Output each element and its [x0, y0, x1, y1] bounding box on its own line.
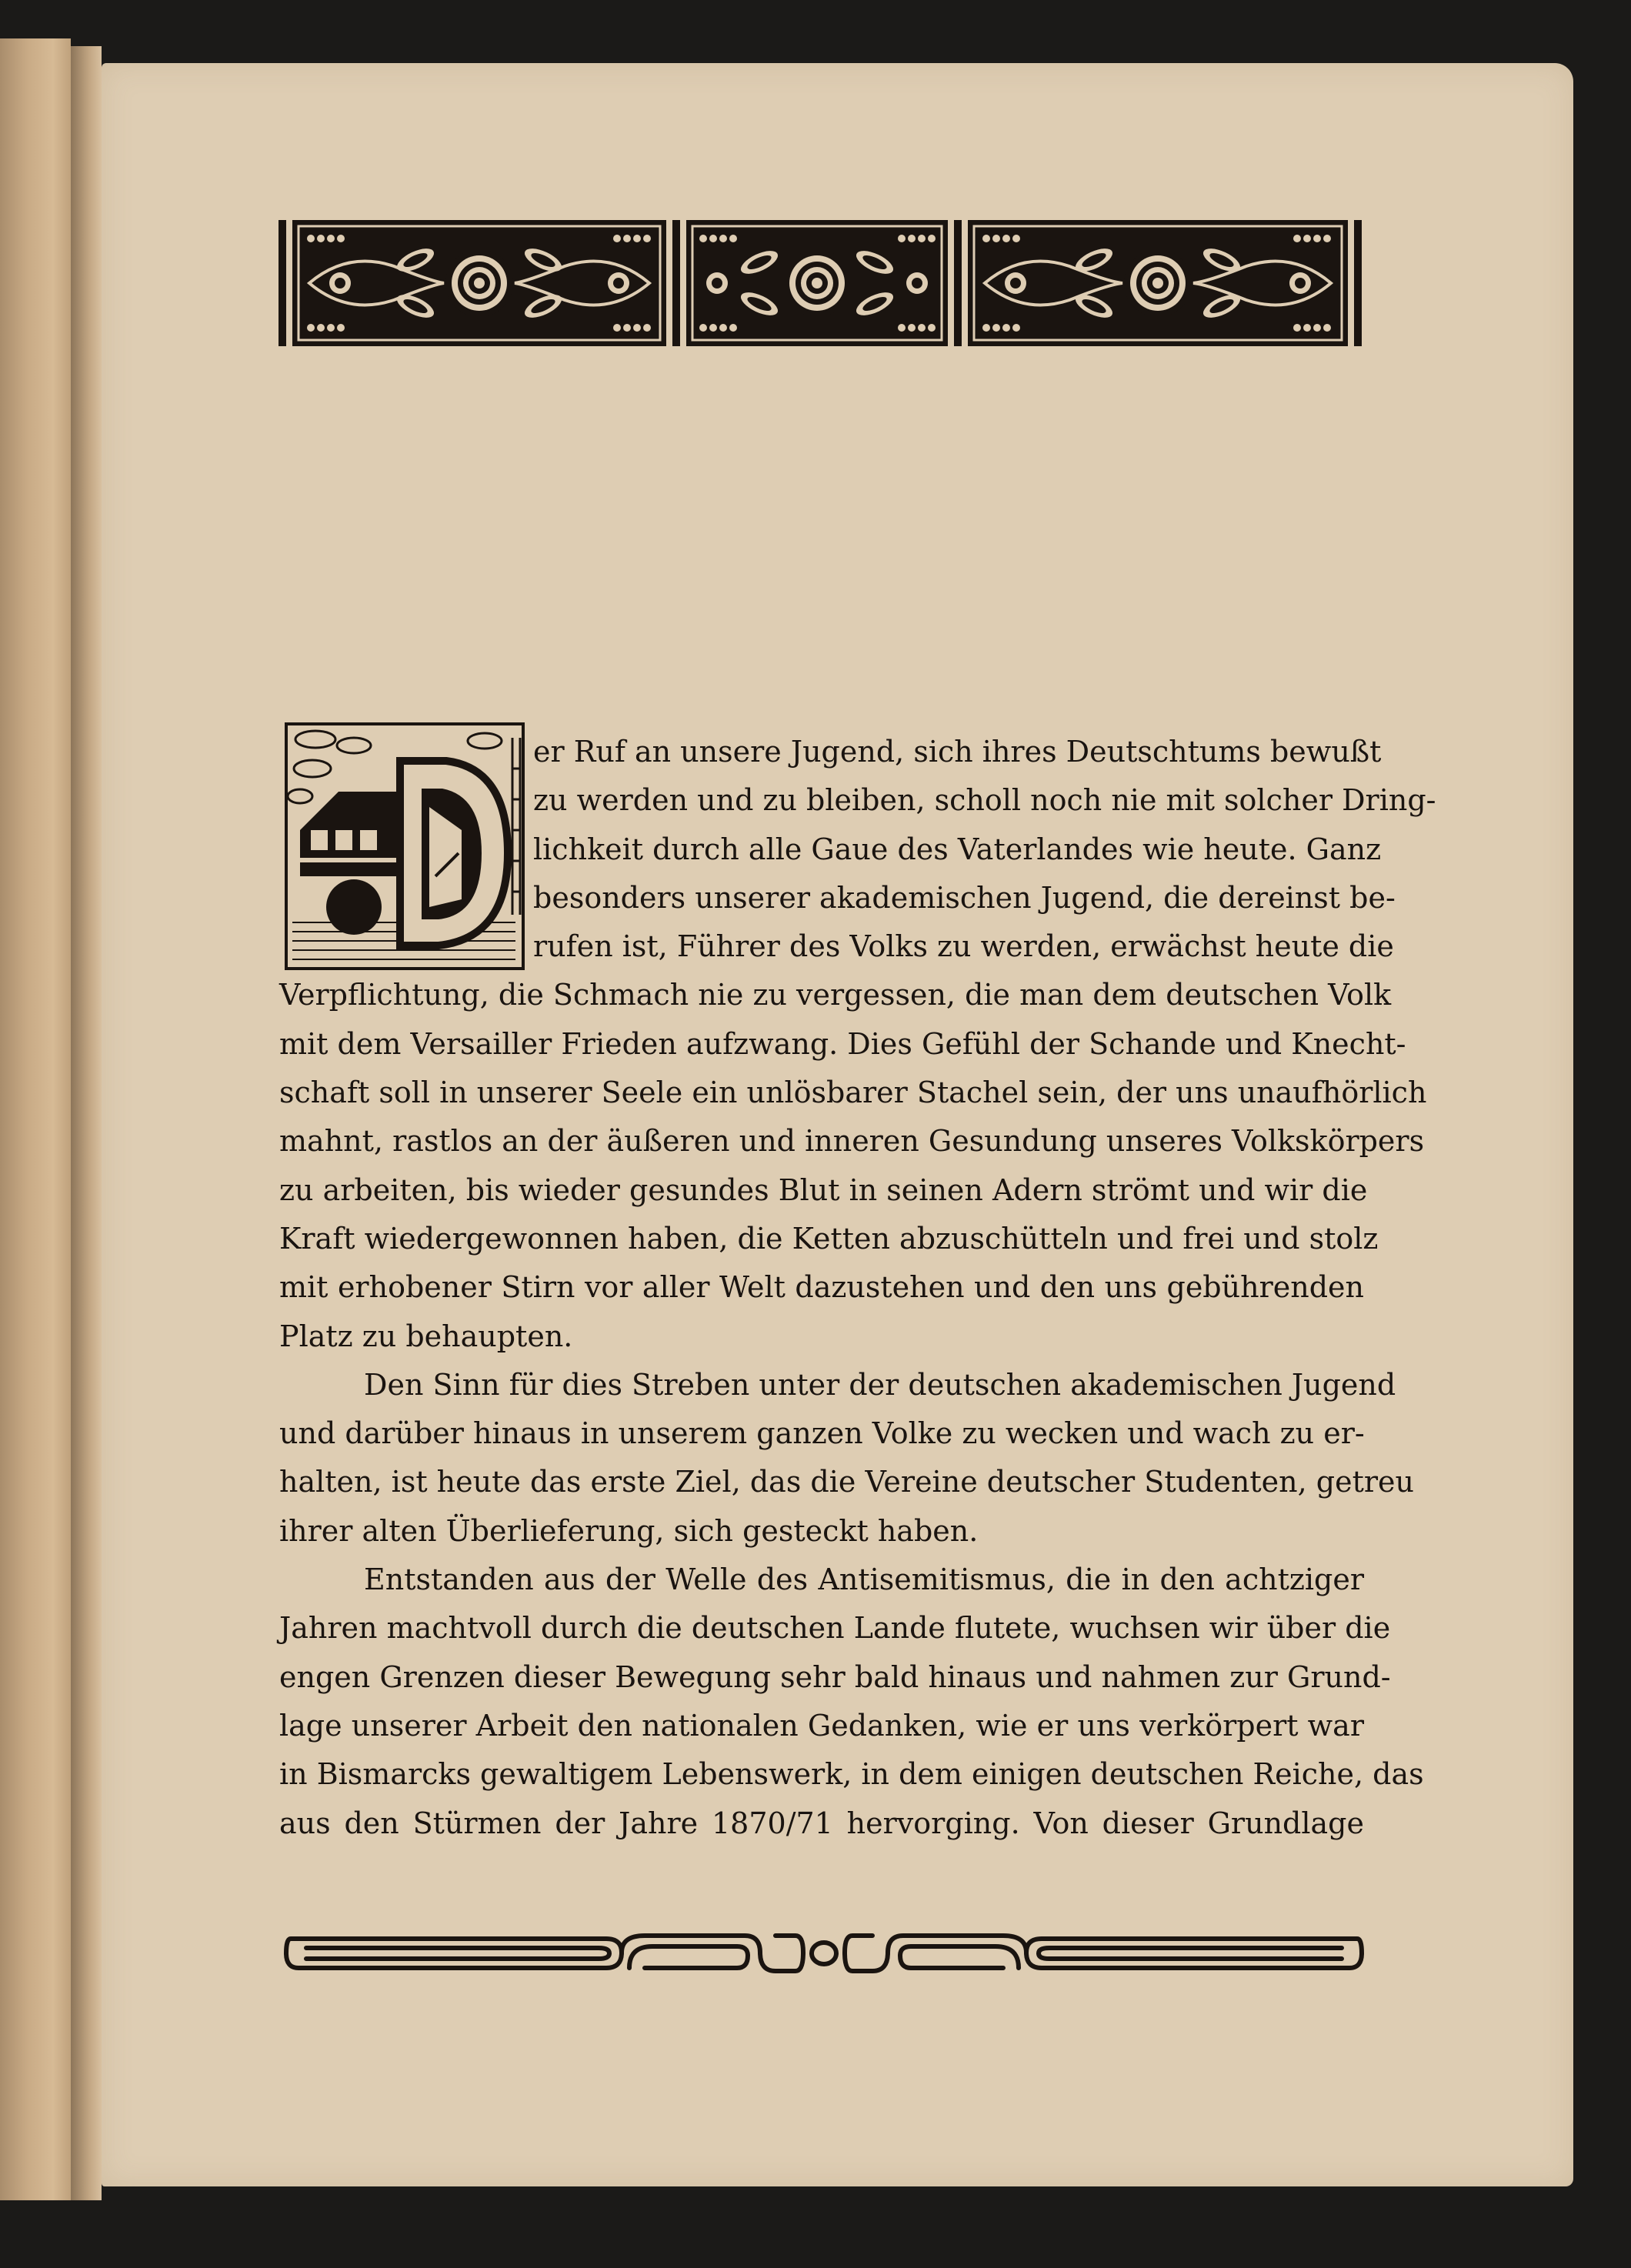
- text-line: aus den Stürmen der Jahre 1870/71 hervorging. Von dieser Grundlage: [279, 1806, 1364, 1840]
- text-line: in Bismarcks gewaltigem Lebenswerk, in dem einigen deutschen Reiche, das: [279, 1757, 1424, 1792]
- text-line: Platz zu behaupten.: [279, 1319, 573, 1353]
- text-line: zu arbeiten, bis wieder gesundes Blut in seinen Adern strömt und wir die: [279, 1172, 1368, 1207]
- text-line: Entstanden aus der Welle des Antisemitismus, die in den achtziger: [364, 1563, 1364, 1597]
- rose-headpiece-ornament: [279, 220, 1362, 346]
- text-line: rufen ist, Führer des Volks zu werden, erwächst heute die: [533, 929, 1394, 964]
- scroll-tailpiece-ornament: [283, 1929, 1365, 1977]
- text-line: Kraft wiedergewonnen haben, die Ketten abzuschütteln und frei und stolz: [279, 1221, 1379, 1256]
- text-line: und darüber hinaus in unserem ganzen Volke zu wecken und wach zu er-: [279, 1416, 1365, 1451]
- previous-page-edge: [0, 38, 71, 2200]
- text-line: zu werden und zu bleiben, scholl noch nie mit solcher Dring-: [533, 783, 1436, 818]
- text-line: besonders unserer akademischen Jugend, die dereinst be-: [533, 880, 1396, 915]
- text-line: mit dem Versailler Frieden aufzwang. Dies Gefühl der Schande und Knecht-: [279, 1026, 1406, 1061]
- text-line: ihrer alten Überlieferung, sich gesteckt haben.: [279, 1513, 979, 1548]
- text-line: Den Sinn für dies Streben unter der deutschen akademischen Jugend: [364, 1367, 1396, 1402]
- text-line: er Ruf an unsere Jugend, sich ihres Deutschtums bewußt: [533, 735, 1382, 769]
- text-line: lichkeit durch alle Gaue des Vaterlandes wie heute. Ganz: [533, 832, 1382, 866]
- book-gutter: [71, 46, 102, 2200]
- text-line: engen Grenzen dieser Bewegung sehr bald hinaus und nahmen zur Grund-: [279, 1659, 1391, 1694]
- text-line: halten, ist heute das erste Ziel, das die Vereine deutscher Studenten, getreu: [279, 1465, 1414, 1499]
- text-line: schaft soll in unserer Seele ein unlösbarer Stachel sein, der uns unaufhörlich: [279, 1076, 1427, 1110]
- text-line: mahnt, rastlos an der äußeren und inneren Gesundung unseres Volkskörpers: [279, 1124, 1425, 1159]
- text-line: lage unserer Arbeit den nationalen Gedanken, wie er uns verkörpert war: [279, 1708, 1364, 1743]
- text-line: mit erhobener Stirn vor aller Welt dazustehen und den uns gebührenden: [279, 1270, 1364, 1305]
- body-text: [279, 728, 1436, 1848]
- text-line: Jahren machtvoll durch die deutschen Lande flutete, wuchsen wir über die: [279, 1611, 1391, 1646]
- text-line: Verpflichtung, die Schmach nie zu vergessen, die man dem deutschen Volk: [279, 978, 1392, 1012]
